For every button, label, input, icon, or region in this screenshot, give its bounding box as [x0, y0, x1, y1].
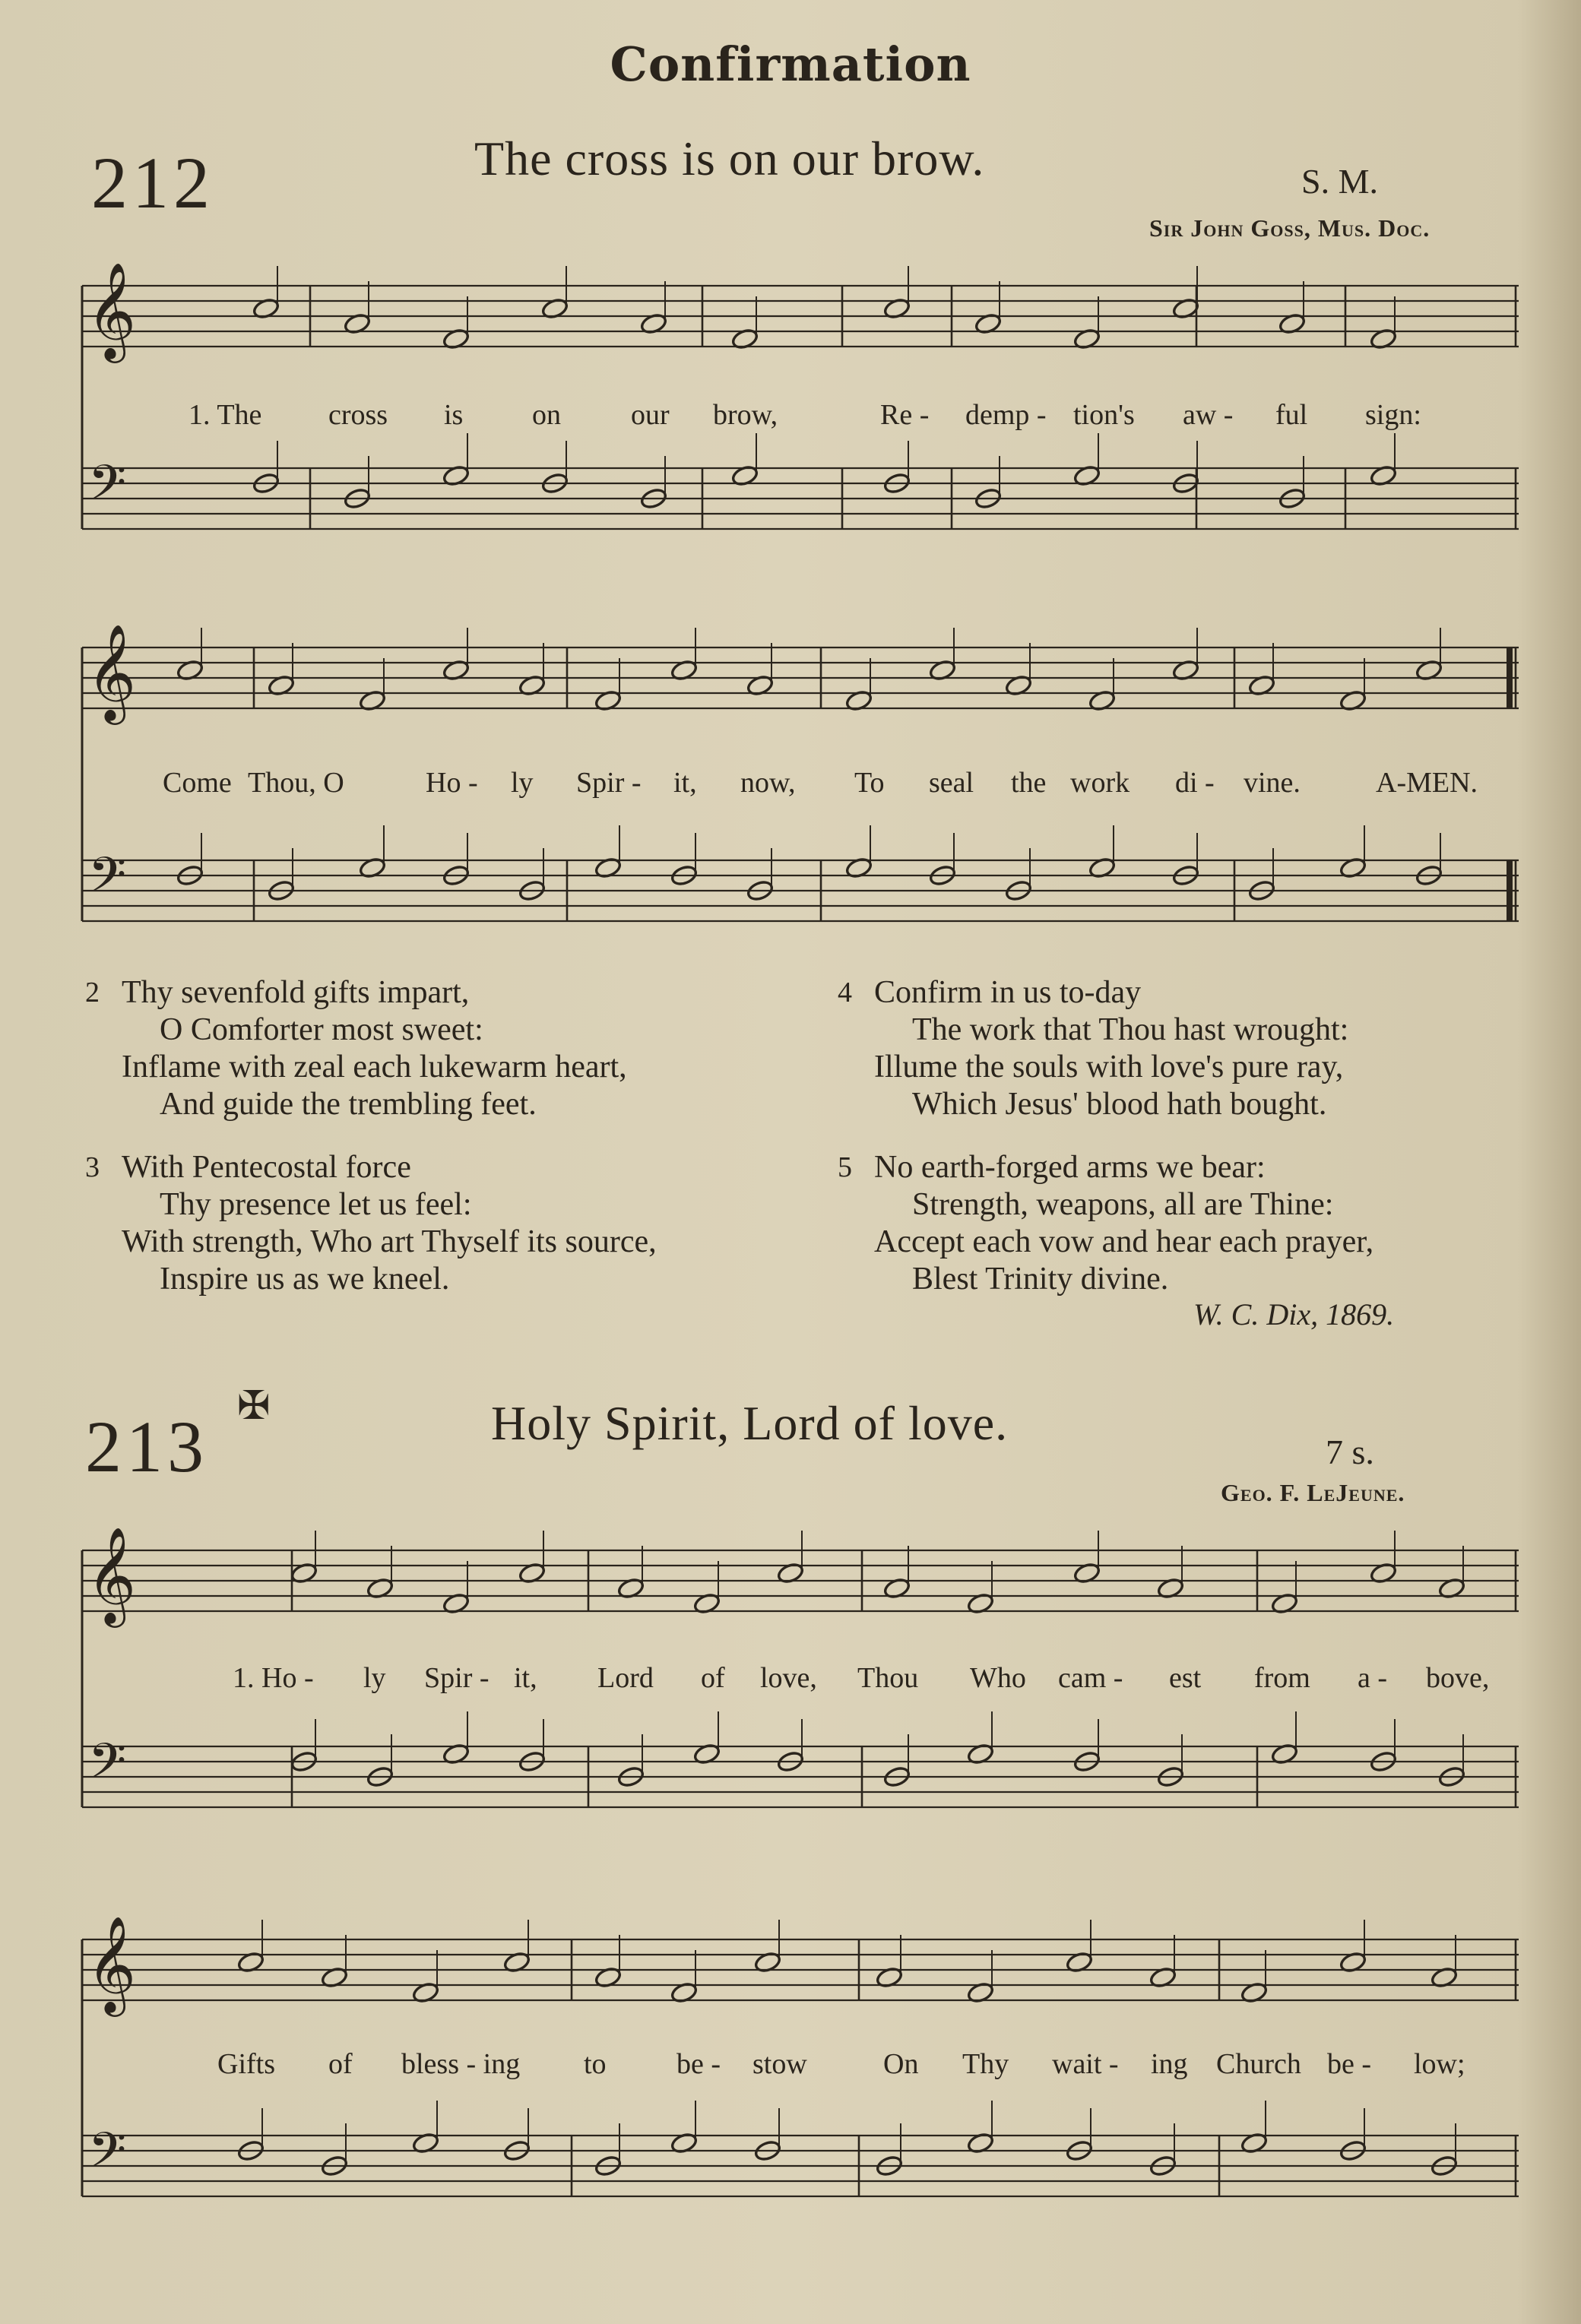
note-head: [343, 312, 371, 335]
note-head: [1240, 2132, 1268, 2155]
note-head: [1072, 464, 1101, 487]
lyric-syllable: ly: [511, 767, 534, 799]
note-head: [670, 659, 698, 682]
lyric-syllable: Thy: [962, 2048, 1009, 2080]
note-head: [518, 1750, 546, 1773]
hymn-212-composer: Sir John Goss, Mus. Doc.: [1149, 214, 1431, 242]
note-head: [844, 689, 873, 712]
note-head: [928, 864, 956, 887]
lyric-syllable: di -: [1175, 767, 1215, 799]
note-head: [252, 297, 280, 320]
treble-clef-icon: 𝄞: [87, 261, 137, 359]
note-head: [776, 1750, 804, 1773]
bass-clef-icon: 𝄢: [88, 2123, 127, 2191]
note-head: [1437, 1765, 1465, 1788]
note-head: [358, 689, 386, 712]
lyric-syllable: low;: [1414, 2048, 1465, 2080]
note-head: [1156, 1577, 1184, 1600]
note-head: [746, 674, 774, 697]
note-head: [1339, 856, 1367, 879]
note-head: [639, 312, 667, 335]
note-head: [1240, 1981, 1268, 2004]
lyric-syllable: cross: [328, 399, 388, 431]
lyric-syllable: of: [328, 2048, 353, 2080]
hymn-212-title: The cross is on our brow.: [474, 131, 985, 185]
verse-line: Inspire us as we kneel.: [160, 1262, 450, 1297]
verse-line: With Pentecostal force: [122, 1150, 411, 1185]
note-head: [442, 659, 470, 682]
hymn-213-number: 213: [85, 1406, 208, 1487]
note-head: [366, 1765, 394, 1788]
note-head: [320, 2155, 348, 2177]
hymn-212-meter: S. M.: [1301, 162, 1378, 201]
note-head: [844, 856, 873, 879]
lyric-syllable: of: [701, 1662, 725, 1694]
note-head: [966, 1981, 994, 2004]
note-head: [1088, 856, 1116, 879]
lyric-syllable: To: [854, 767, 885, 799]
note-head: [1171, 472, 1199, 495]
lyric-syllable: brow,: [713, 399, 778, 431]
hymn-213-title: Holy Spirit, Lord of love.: [491, 1396, 1009, 1450]
note-head: [290, 1562, 318, 1585]
note-head: [594, 2155, 622, 2177]
lyric-syllable: cam -: [1058, 1662, 1123, 1694]
note-head: [1369, 328, 1397, 350]
note-head: [1270, 1743, 1298, 1765]
lyric-syllable: 1. Ho -: [233, 1662, 314, 1694]
note-head: [358, 856, 386, 879]
note-head: [616, 1765, 645, 1788]
note-head: [411, 1981, 439, 2004]
lyric-syllable: Church: [1216, 2048, 1301, 2080]
verse-4: [838, 974, 1581, 1123]
note-head: [540, 472, 569, 495]
lyric-syllable: tion's: [1073, 399, 1135, 431]
note-head: [692, 1743, 721, 1765]
note-head: [1369, 464, 1397, 487]
lyric-syllable: Spir -: [424, 1662, 490, 1694]
lyric-syllable: a -: [1358, 1662, 1388, 1694]
lyric-syllable: to: [584, 2048, 607, 2080]
note-head: [442, 328, 470, 350]
lyric-syllable: the: [1011, 767, 1047, 799]
note-head: [966, 1592, 994, 1615]
note-head: [882, 472, 911, 495]
note-head: [875, 1966, 903, 1989]
lyric-syllable: Come: [163, 767, 232, 799]
note-head: [1072, 1750, 1101, 1773]
lyric-syllable: A-MEN.: [1376, 767, 1478, 799]
lyric-syllable: Ho -: [426, 767, 478, 799]
note-head: [1171, 659, 1199, 682]
lyric-syllable: sign:: [1365, 399, 1421, 431]
note-head: [1004, 879, 1032, 902]
lyric-syllable: it,: [673, 767, 697, 799]
lyric-syllable: aw -: [1183, 399, 1234, 431]
note-head: [1065, 2139, 1093, 2162]
note-head: [1430, 2155, 1458, 2177]
note-head: [1156, 1765, 1184, 1788]
hymn-213-meter: 7 s.: [1326, 1433, 1374, 1471]
lyric-syllable: it,: [514, 1662, 537, 1694]
note-head: [1088, 689, 1116, 712]
note-head: [267, 674, 295, 697]
note-head: [1339, 2139, 1367, 2162]
note-head: [1270, 1592, 1298, 1615]
lyric-syllable: Thou: [857, 1662, 919, 1694]
note-head: [882, 297, 911, 320]
note-head: [267, 879, 295, 902]
note-head: [1415, 864, 1443, 887]
lyric-syllable: from: [1254, 1662, 1310, 1694]
note-head: [1004, 674, 1032, 697]
lyric-syllable: ful: [1275, 399, 1308, 431]
lyric-syllable: on: [532, 399, 561, 431]
lyric-syllable: work: [1070, 767, 1130, 799]
lyric-syllable: now,: [740, 767, 796, 799]
note-head: [882, 1765, 911, 1788]
verse-line: Thy presence let us feel:: [160, 1187, 472, 1222]
note-head: [518, 879, 546, 902]
lyric-syllable: bless - ing: [401, 2048, 521, 2080]
note-head: [753, 1951, 781, 1974]
note-head: [343, 487, 371, 510]
note-head: [966, 2132, 994, 2155]
note-head: [1247, 879, 1275, 902]
treble-clef-icon: 𝄞: [87, 1526, 137, 1623]
note-head: [670, 864, 698, 887]
note-head: [1430, 1966, 1458, 1989]
lyric-syllable: wait -: [1052, 2048, 1119, 2080]
note-head: [730, 464, 759, 487]
lyric-syllable: est: [1169, 1662, 1202, 1694]
section-title: Confirmation: [610, 36, 971, 92]
verse-5: [838, 1149, 1581, 1298]
note-head: [236, 1951, 265, 1974]
note-head: [1339, 1951, 1367, 1974]
bass-clef-icon: 𝄢: [88, 1734, 127, 1802]
verse-line: No earth-forged arms we bear:: [874, 1150, 1266, 1185]
lyric-syllable: vine.: [1244, 767, 1301, 799]
lyric-syllable: our: [631, 399, 670, 431]
note-head: [1369, 1750, 1397, 1773]
note-head: [966, 1743, 994, 1765]
verse-line: Illume the souls with love's pure ray,: [874, 1050, 1344, 1084]
note-head: [1369, 1562, 1397, 1585]
lyric-syllable: Re -: [880, 399, 930, 431]
note-head: [1339, 689, 1367, 712]
note-head: [1278, 487, 1306, 510]
verse-line: The work that Thou hast wrought:: [912, 1012, 1349, 1047]
treble-clef-icon: 𝄞: [87, 1915, 137, 2012]
note-head: [411, 2132, 439, 2155]
lyric-syllable: be -: [676, 2048, 721, 2080]
lyric-syllable: love,: [760, 1662, 817, 1694]
note-head: [670, 1981, 698, 2004]
treble-clef-icon: 𝄞: [87, 623, 137, 720]
verse-line: Which Jesus' blood hath bought.: [912, 1087, 1327, 1122]
note-head: [366, 1577, 394, 1600]
lyric-syllable: stow: [752, 2048, 807, 2080]
note-head: [974, 312, 1002, 335]
note-head: [746, 879, 774, 902]
note-head: [1437, 1577, 1465, 1600]
lyric-syllable: ing: [1151, 2048, 1188, 2080]
hymn-212-number: 212: [91, 142, 214, 223]
note-head: [518, 1562, 546, 1585]
note-head: [1149, 1966, 1177, 1989]
note-head: [875, 2155, 903, 2177]
hymn-213-composer: Geo. F. LeJeune.: [1221, 1479, 1405, 1506]
note-head: [442, 1743, 470, 1765]
verse-number: 2: [85, 977, 100, 1008]
lyric-syllable: Lord: [597, 1662, 654, 1694]
note-head: [518, 674, 546, 697]
lyric-syllable: seal: [929, 767, 974, 799]
note-head: [442, 864, 470, 887]
bass-clef-icon: 𝄢: [88, 847, 127, 916]
note-head: [176, 864, 204, 887]
lyric-syllable: demp -: [965, 399, 1047, 431]
verse-number: 5: [838, 1151, 852, 1183]
lyric-syllable: ly: [363, 1662, 386, 1694]
note-head: [594, 689, 622, 712]
verse-line: Accept each vow and hear each prayer,: [874, 1224, 1374, 1259]
lyric-syllable: On: [883, 2048, 919, 2080]
lyric-syllable: Who: [970, 1662, 1026, 1694]
note-head: [442, 1592, 470, 1615]
note-head: [639, 487, 667, 510]
note-head: [252, 472, 280, 495]
note-head: [670, 2132, 698, 2155]
note-head: [502, 2139, 531, 2162]
note-head: [594, 856, 622, 879]
verse-line: And guide the trembling feet.: [160, 1087, 537, 1122]
note-head: [290, 1750, 318, 1773]
note-head: [176, 659, 204, 682]
verse-line: O Comforter most sweet:: [160, 1012, 483, 1047]
hymn-212-author: W. C. Dix, 1869.: [1193, 1297, 1395, 1331]
verse-3: [85, 1149, 836, 1298]
lyric-syllable: is: [444, 399, 464, 431]
note-head: [730, 328, 759, 350]
note-head: [616, 1577, 645, 1600]
verse-line: Strength, weapons, all are Thine:: [912, 1187, 1334, 1222]
verse-line: Blest Trinity divine.: [912, 1262, 1169, 1297]
verse-2: [85, 974, 836, 1123]
dagger-cross-icon: ✠: [237, 1383, 271, 1429]
note-head: [540, 297, 569, 320]
verse-line: Inflame with zeal each lukewarm heart,: [122, 1050, 627, 1084]
note-head: [1247, 674, 1275, 697]
note-head: [502, 1951, 531, 1974]
lyric-syllable: bove,: [1426, 1662, 1490, 1694]
verse-line: Confirm in us to-day: [874, 975, 1142, 1010]
verse-number: 4: [838, 977, 852, 1008]
note-head: [1149, 2155, 1177, 2177]
verse-line: Thy sevenfold gifts impart,: [122, 975, 470, 1010]
note-head: [753, 2139, 781, 2162]
verse-line: With strength, Who art Thyself its source,: [122, 1224, 657, 1259]
note-head: [1072, 1562, 1101, 1585]
note-head: [320, 1966, 348, 1989]
note-head: [1415, 659, 1443, 682]
note-head: [776, 1562, 804, 1585]
note-head: [1171, 864, 1199, 887]
lyric-syllable: Gifts: [217, 2048, 275, 2080]
note-head: [594, 1966, 622, 1989]
note-head: [1278, 312, 1306, 335]
note-head: [974, 487, 1002, 510]
note-head: [1065, 1951, 1093, 1974]
bass-clef-icon: 𝄢: [88, 455, 127, 524]
lyric-syllable: Thou, O: [248, 767, 344, 799]
note-head: [442, 464, 470, 487]
lyric-syllable: Spir -: [576, 767, 642, 799]
note-head: [236, 2139, 265, 2162]
note-head: [882, 1577, 911, 1600]
note-head: [692, 1592, 721, 1615]
note-head: [1171, 297, 1199, 320]
note-head: [928, 659, 956, 682]
verse-number: 3: [85, 1151, 100, 1183]
lyric-syllable: 1. The: [189, 399, 262, 431]
note-head: [1072, 328, 1101, 350]
lyric-syllable: be -: [1327, 2048, 1372, 2080]
